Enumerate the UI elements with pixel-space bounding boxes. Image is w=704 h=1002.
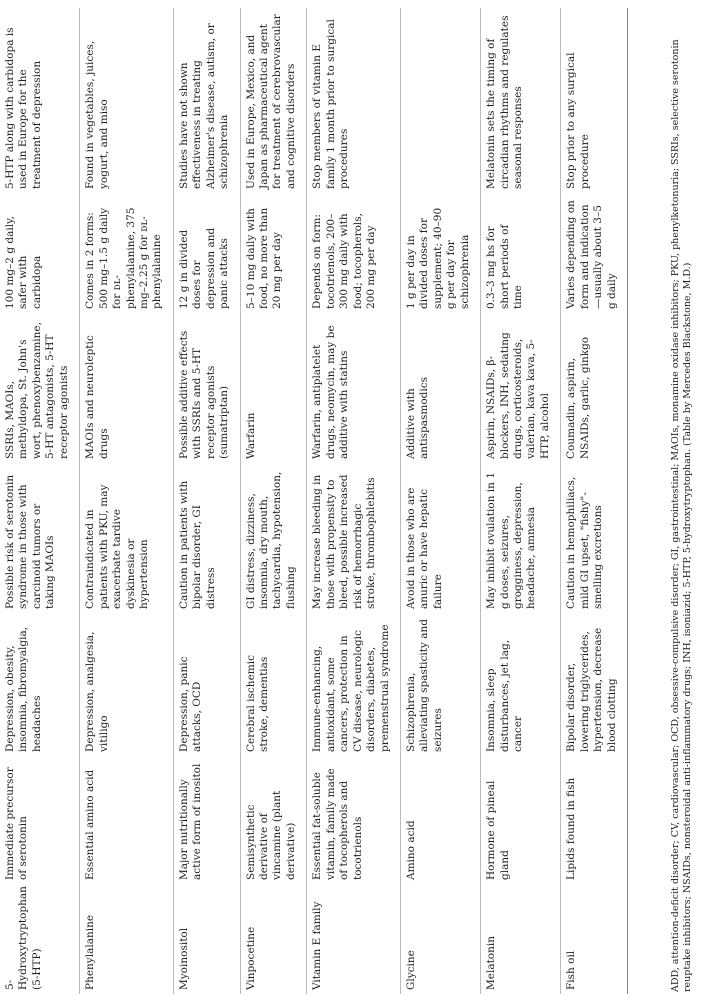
cell-cautions: May increase bleeding in those with propensity to bleed, possible increased risk of hemorrhagic stroke, thrombophlebitis	[307, 463, 401, 613]
cell-description: Major nutritionally active form of inositol	[173, 756, 240, 884]
cell-cautions: Possible risk of serotonin syndrome in those with carcinoid tumors or taking MAOIs	[0, 463, 80, 613]
cell-name: Fish oil	[561, 884, 628, 994]
cell-name: Vitamin E family	[307, 884, 401, 994]
cell-cautions: Contraindicated in patients with PKU, may exacerbate tardive dyskinesia or hypertension	[80, 463, 174, 613]
cell-interactions: Warfarin, antiplatelet drugs, neomycin, may be additive with statins	[307, 313, 401, 463]
table-row	[481, 8, 561, 994]
cell-interactions: Additive with antispasmodics	[400, 313, 480, 463]
cell-description: Essential amino acid	[80, 756, 174, 884]
cell-notes	[400, 8, 480, 193]
table-footnote	[670, 8, 695, 992]
cell-uses: Insomnia, sleep disturbances, jet lag, cancer	[481, 613, 561, 756]
cell-description: Essential fat-soluble vitamin, family made of tocopherols and tocotrienols	[307, 756, 401, 884]
table-row	[173, 8, 240, 994]
cell-uses: Bipolar disorder, lowering triglycerides, hypertension, decrease blood clotting	[561, 613, 628, 756]
cell-description: Immediate precursor of serotonin	[0, 756, 80, 884]
cell-description: Amino acid	[400, 756, 480, 884]
cell-dosage: 100 mg–2 g daily, safer with carbidopa	[0, 193, 80, 313]
table-row	[80, 8, 174, 994]
cell-name: Melatonin	[481, 884, 561, 994]
cell-dosage: 12 g in divided doses for depression and panic attacks	[173, 193, 240, 313]
cell-dosage: Depends on form: tocotrienols, 200–300 mg daily with food; tocopherols, 200 mg per day	[307, 193, 401, 313]
cell-uses: Depression, analgesia, vitiligo	[80, 613, 174, 756]
cell-cautions: GI distress, dizziness, insomnia, dry mouth, tachycardia, hypotension, flushing	[240, 463, 307, 613]
cell-uses: Immune-enhancing, antioxidant, some cancers, protection in CV disease, neurologic disorders, diabetes, premenstrual syndrome	[307, 613, 401, 756]
cell-interactions: Coumadin, aspirin, NSAIDs, garlic, ginkgo	[561, 313, 628, 463]
cell-cautions: Caution in hemophiliacs, mild GI upset, "fishy"-smelling excretions	[561, 463, 628, 613]
cell-dosage: 0.3–3 mg hs for short periods of time	[481, 193, 561, 313]
cell-description: Hormone of pineal gland	[481, 756, 561, 884]
supplement-table	[0, 8, 628, 994]
cell-cautions: Caution in patients with bipolar disorder, GI distress	[173, 463, 240, 613]
cell-notes: Used in Europe, Mexico, and Japan as pharmaceutical agent for treatment of cerebrovascular and cognitive disorders	[240, 8, 307, 193]
cell-notes: Studies have not shown effectiveness in treating Alzheimer's disease, autism, or schizophrenia	[173, 8, 240, 193]
cell-name: Phenylalanine	[80, 884, 174, 994]
cell-notes: Stop prior to any surgical procedure	[561, 8, 628, 193]
cell-name: Glycine	[400, 884, 480, 994]
cell-dosage: 5–10 mg daily with food, no more than 20 mg per day	[240, 193, 307, 313]
cell-description: Semisynthetic derivative of vincamine (plant derivative)	[240, 756, 307, 884]
cell-cautions: Avoid in those who are anuric or have hepatic failure	[400, 463, 480, 613]
cell-dosage: Comes in 2 forms: 500 mg–1.5 g daily for ᴅʟ-phenylalanine, 375 mg–2.25 g for ᴅʟ-phenylalanine	[80, 193, 174, 313]
table-credit: (Table by Mercedes Blackstone, M.D.)	[682, 262, 694, 446]
cell-uses: Schizophrenia, alleviating spasticity and seizures	[400, 613, 480, 756]
cell-interactions: Possible additive effects with SSRIs and 5-HT receptor agonists (sumatriptan)	[173, 313, 240, 463]
cell-notes: 5-HTP along with carbidopa is used in Europe for the treatment of depression	[0, 8, 80, 193]
cell-interactions: SSRIs, MAOIs, methyldopa, St. John's wort, phenoxybenzamine, 5-HT antagonists, 5-HT receptor agonists	[0, 313, 80, 463]
cell-name: Myoinositol	[173, 884, 240, 994]
cell-notes: Melatonin sets the timing of circadian rhythms and regulates seasonal responses	[481, 8, 561, 193]
cell-interactions: Aspirin, NSAIDs, β-blockers, INH, sedating drugs, corticosteroids, valerian, kava kava, 5-HTP, alcohol	[481, 313, 561, 463]
table-row	[240, 8, 307, 994]
abbreviations-note: ADD, attention-deficit disorder; CV, cardiovascular; OCD, obsessive-compulsive disorder; GI, gastrointestinal; MAOIs, monamine oxidase inhibitors; PKU, phenylketonuria; SSRIs, selective serotonin reuptake inhibitors; NSAIDs, nonsteroidal anti-inflammatory drugs; INH, isoniazid; 5-HTP, 5-hydroxytryptophan.	[670, 39, 694, 992]
cell-uses: Cerebral ischemic stroke, dementias	[240, 613, 307, 756]
cell-uses: Depression, panic attacks, OCD	[173, 613, 240, 756]
cell-name: 5-Hydroxytryptophan (5-HTP)	[0, 884, 80, 994]
cell-notes: Found in vegetables, juices, yogurt, and miso	[80, 8, 174, 193]
table-row	[400, 8, 480, 994]
table-row	[307, 8, 401, 994]
supplement-table-body	[0, 8, 628, 994]
table-row	[561, 8, 628, 994]
cell-notes: Stop members of vitamin E family 1 month prior to surgical procedures	[307, 8, 401, 193]
cell-description: Lipids found in fish	[561, 756, 628, 884]
cell-dosage: 1 g per day in divided doses for supplement; 40–90 g per day for schizophrenia	[400, 193, 480, 313]
table-row	[0, 8, 80, 994]
cell-uses: Depression, obesity, insomnia, fibromyalgia, headaches	[0, 613, 80, 756]
cell-cautions: May inhibit ovulation in 1 g doses, seizures, grogginess, depression, headache, amnesia	[481, 463, 561, 613]
cell-interactions: Warfarin	[240, 313, 307, 463]
cell-interactions: MAOIs and neuroleptic drugs	[80, 313, 174, 463]
cell-name: Vinpocetine	[240, 884, 307, 994]
cell-dosage: Varies depending on form and indication—usually about 3–5 g daily	[561, 193, 628, 313]
